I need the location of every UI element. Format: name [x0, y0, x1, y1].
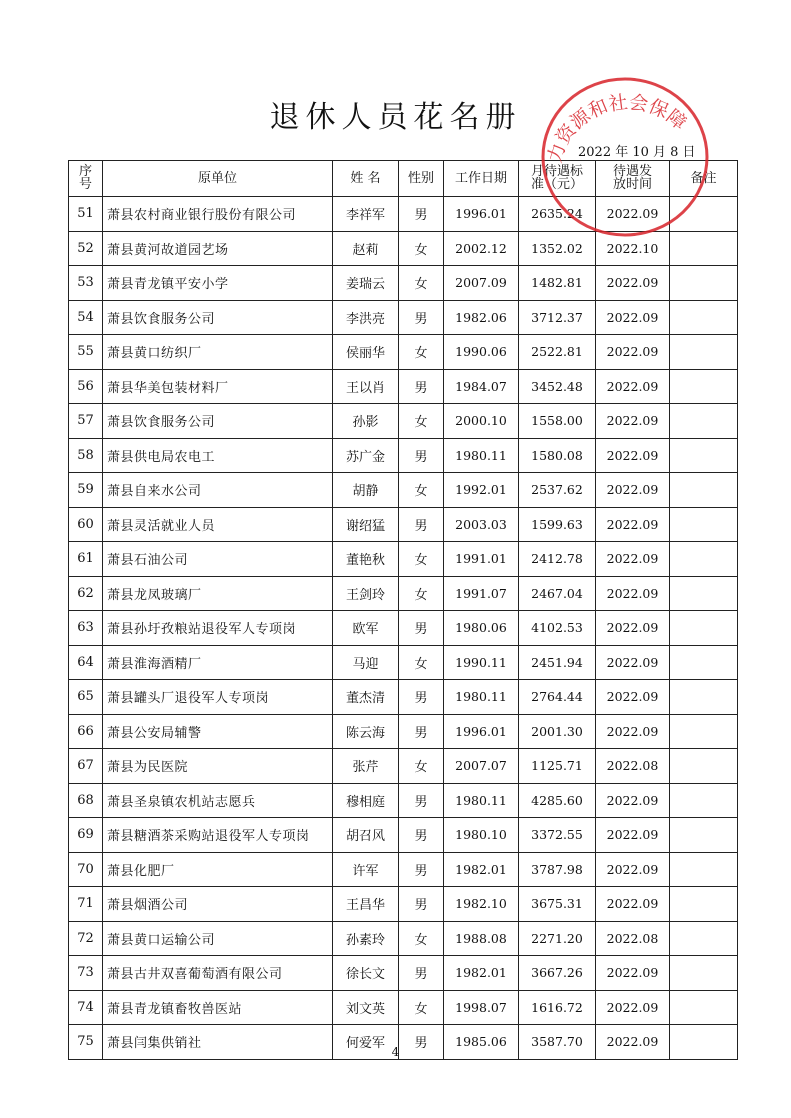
cell-name: 王剑玲 — [333, 576, 399, 611]
table-row — [69, 887, 738, 922]
cell-note — [670, 921, 738, 956]
cell-pay-time: 2022.09 — [596, 300, 670, 335]
cell-sex: 男 — [399, 1025, 444, 1060]
table-row — [69, 438, 738, 473]
cell-unit: 萧县圣泉镇农机站志愿兵 — [103, 783, 333, 818]
cell-name: 王昌华 — [333, 887, 399, 922]
cell-name: 何爱军 — [333, 1025, 399, 1060]
cell-seq: 65 — [69, 680, 103, 715]
table-row — [69, 507, 738, 542]
cell-seq: 54 — [69, 300, 103, 335]
cell-monthly: 4102.53 — [519, 611, 596, 646]
cell-note — [670, 645, 738, 680]
cell-seq: 71 — [69, 887, 103, 922]
cell-work-date: 2007.07 — [444, 749, 519, 784]
cell-monthly: 2451.94 — [519, 645, 596, 680]
cell-seq: 67 — [69, 749, 103, 784]
cell-note — [670, 404, 738, 439]
cell-sex: 男 — [399, 438, 444, 473]
cell-note — [670, 438, 738, 473]
cell-name: 李洪亮 — [333, 300, 399, 335]
cell-seq: 51 — [69, 197, 103, 232]
table-row — [69, 645, 738, 680]
cell-unit: 萧县农村商业银行股份有限公司 — [103, 197, 333, 232]
cell-name: 张芹 — [333, 749, 399, 784]
cell-note — [670, 990, 738, 1025]
table-row — [69, 956, 738, 991]
cell-work-date: 1980.11 — [444, 783, 519, 818]
table-row — [69, 542, 738, 577]
cell-note — [670, 335, 738, 370]
cell-pay-time: 2022.09 — [596, 266, 670, 301]
cell-note — [670, 783, 738, 818]
cell-note — [670, 576, 738, 611]
cell-sex: 女 — [399, 473, 444, 508]
cell-sex: 女 — [399, 404, 444, 439]
table-row — [69, 852, 738, 887]
header-note: 备注 — [670, 161, 738, 197]
cell-monthly: 2412.78 — [519, 542, 596, 577]
cell-sex: 男 — [399, 852, 444, 887]
cell-monthly: 1599.63 — [519, 507, 596, 542]
cell-name: 马迎 — [333, 645, 399, 680]
cell-monthly: 3452.48 — [519, 369, 596, 404]
cell-monthly: 4285.60 — [519, 783, 596, 818]
cell-pay-time: 2022.08 — [596, 921, 670, 956]
cell-sex: 女 — [399, 542, 444, 577]
cell-pay-time: 2022.09 — [596, 542, 670, 577]
cell-unit: 萧县饮食服务公司 — [103, 300, 333, 335]
cell-seq: 70 — [69, 852, 103, 887]
cell-pay-time: 2022.09 — [596, 645, 670, 680]
cell-unit: 萧县供电局农电工 — [103, 438, 333, 473]
cell-pay-time: 2022.09 — [596, 507, 670, 542]
cell-seq: 63 — [69, 611, 103, 646]
cell-name: 穆相庭 — [333, 783, 399, 818]
cell-name: 董艳秋 — [333, 542, 399, 577]
cell-note — [670, 749, 738, 784]
cell-seq: 58 — [69, 438, 103, 473]
table-row — [69, 300, 738, 335]
document-title: 退休人员花名册 — [269, 100, 522, 135]
cell-pay-time: 2022.09 — [596, 818, 670, 853]
cell-work-date: 1982.01 — [444, 852, 519, 887]
cell-seq: 60 — [69, 507, 103, 542]
cell-monthly: 2764.44 — [519, 680, 596, 715]
table-row — [69, 473, 738, 508]
table-row — [69, 404, 738, 439]
table-header-row — [69, 161, 738, 197]
cell-note — [670, 542, 738, 577]
cell-pay-time: 2022.09 — [596, 1025, 670, 1060]
document-date: 2022 年 10 月 8 日 — [578, 145, 696, 160]
cell-pay-time: 2022.09 — [596, 887, 670, 922]
cell-pay-time: 2022.09 — [596, 714, 670, 749]
cell-note — [670, 197, 738, 232]
header-monthly: 月待遇标 准（元） — [519, 161, 596, 197]
cell-monthly: 1352.02 — [519, 231, 596, 266]
table-row — [69, 611, 738, 646]
cell-name: 陈云海 — [333, 714, 399, 749]
table-row — [69, 714, 738, 749]
cell-pay-time: 2022.09 — [596, 369, 670, 404]
cell-seq: 64 — [69, 645, 103, 680]
cell-pay-time: 2022.09 — [596, 197, 670, 232]
cell-unit: 萧县烟酒公司 — [103, 887, 333, 922]
cell-note — [670, 680, 738, 715]
cell-monthly: 1616.72 — [519, 990, 596, 1025]
page-number: 4 — [391, 1045, 400, 1059]
cell-monthly: 2467.04 — [519, 576, 596, 611]
cell-name: 谢绍猛 — [333, 507, 399, 542]
header-unit: 原单位 — [103, 161, 333, 197]
cell-sex: 女 — [399, 576, 444, 611]
cell-work-date: 1990.11 — [444, 645, 519, 680]
table-row — [69, 680, 738, 715]
cell-seq: 55 — [69, 335, 103, 370]
cell-work-date: 1998.07 — [444, 990, 519, 1025]
cell-unit: 萧县孙圩孜粮站退役军人专项岗 — [103, 611, 333, 646]
cell-name: 董杰清 — [333, 680, 399, 715]
cell-unit: 萧县黄河故道园艺场 — [103, 231, 333, 266]
header-pay-time: 待遇发 放时间 — [596, 161, 670, 197]
cell-note — [670, 369, 738, 404]
cell-sex: 男 — [399, 818, 444, 853]
cell-name: 徐长文 — [333, 956, 399, 991]
cell-pay-time: 2022.09 — [596, 783, 670, 818]
cell-pay-time: 2022.09 — [596, 990, 670, 1025]
cell-note — [670, 714, 738, 749]
cell-monthly: 3587.70 — [519, 1025, 596, 1060]
retiree-roster-table — [68, 160, 738, 1060]
cell-sex: 男 — [399, 783, 444, 818]
cell-monthly: 2635.24 — [519, 197, 596, 232]
table-row — [69, 197, 738, 232]
cell-sex: 男 — [399, 197, 444, 232]
cell-note — [670, 231, 738, 266]
cell-work-date: 1991.07 — [444, 576, 519, 611]
cell-monthly: 3787.98 — [519, 852, 596, 887]
header-seq: 序 号 — [69, 161, 103, 197]
cell-note — [670, 507, 738, 542]
cell-work-date: 2003.03 — [444, 507, 519, 542]
cell-sex: 男 — [399, 369, 444, 404]
seal-text: 力资源和社会保障 — [543, 91, 691, 166]
cell-unit: 萧县闫集供销社 — [103, 1025, 333, 1060]
cell-pay-time: 2022.09 — [596, 956, 670, 991]
cell-unit: 萧县为民医院 — [103, 749, 333, 784]
cell-unit: 萧县龙凤玻璃厂 — [103, 576, 333, 611]
cell-unit: 萧县黄口运输公司 — [103, 921, 333, 956]
cell-work-date: 1982.10 — [444, 887, 519, 922]
cell-work-date: 1980.06 — [444, 611, 519, 646]
cell-monthly: 3675.31 — [519, 887, 596, 922]
cell-seq: 68 — [69, 783, 103, 818]
cell-name: 赵莉 — [333, 231, 399, 266]
cell-sex: 男 — [399, 956, 444, 991]
cell-note — [670, 266, 738, 301]
cell-work-date: 1991.01 — [444, 542, 519, 577]
cell-pay-time: 2022.09 — [596, 473, 670, 508]
table-row — [69, 749, 738, 784]
cell-unit: 萧县华美包装材料厂 — [103, 369, 333, 404]
cell-work-date: 1984.07 — [444, 369, 519, 404]
cell-name: 侯丽华 — [333, 335, 399, 370]
cell-work-date: 1982.06 — [444, 300, 519, 335]
cell-sex: 男 — [399, 714, 444, 749]
cell-work-date: 1996.01 — [444, 197, 519, 232]
cell-work-date: 1985.06 — [444, 1025, 519, 1060]
cell-monthly: 1482.81 — [519, 266, 596, 301]
cell-unit: 萧县黄口纺织厂 — [103, 335, 333, 370]
cell-pay-time: 2022.09 — [596, 852, 670, 887]
cell-name: 刘文英 — [333, 990, 399, 1025]
cell-seq: 75 — [69, 1025, 103, 1060]
cell-monthly: 2522.81 — [519, 335, 596, 370]
cell-seq: 72 — [69, 921, 103, 956]
cell-unit: 萧县古井双喜葡萄酒有限公司 — [103, 956, 333, 991]
cell-unit: 萧县自来水公司 — [103, 473, 333, 508]
cell-pay-time: 2022.09 — [596, 680, 670, 715]
cell-seq: 59 — [69, 473, 103, 508]
cell-pay-time: 2022.09 — [596, 576, 670, 611]
cell-name: 孙素玲 — [333, 921, 399, 956]
cell-note — [670, 887, 738, 922]
cell-seq: 74 — [69, 990, 103, 1025]
cell-unit: 萧县淮海酒精厂 — [103, 645, 333, 680]
cell-sex: 女 — [399, 645, 444, 680]
table-row — [69, 990, 738, 1025]
table-row — [69, 369, 738, 404]
cell-note — [670, 611, 738, 646]
cell-seq: 62 — [69, 576, 103, 611]
cell-sex: 女 — [399, 335, 444, 370]
cell-unit: 萧县石油公司 — [103, 542, 333, 577]
table-row — [69, 335, 738, 370]
cell-monthly: 2271.20 — [519, 921, 596, 956]
cell-note — [670, 300, 738, 335]
cell-note — [670, 818, 738, 853]
cell-work-date: 2007.09 — [444, 266, 519, 301]
cell-pay-time: 2022.09 — [596, 335, 670, 370]
cell-sex: 女 — [399, 921, 444, 956]
cell-seq: 56 — [69, 369, 103, 404]
cell-sex: 男 — [399, 680, 444, 715]
cell-unit: 萧县化肥厂 — [103, 852, 333, 887]
cell-work-date: 1980.10 — [444, 818, 519, 853]
cell-name: 孙影 — [333, 404, 399, 439]
table-row — [69, 921, 738, 956]
cell-unit: 萧县公安局辅警 — [103, 714, 333, 749]
cell-name: 胡召风 — [333, 818, 399, 853]
cell-unit: 萧县饮食服务公司 — [103, 404, 333, 439]
cell-unit: 萧县罐头厂退役军人专项岗 — [103, 680, 333, 715]
cell-work-date: 1988.08 — [444, 921, 519, 956]
cell-unit: 萧县青龙镇平安小学 — [103, 266, 333, 301]
cell-pay-time: 2022.09 — [596, 438, 670, 473]
cell-work-date: 1992.01 — [444, 473, 519, 508]
cell-work-date: 1980.11 — [444, 438, 519, 473]
cell-seq: 73 — [69, 956, 103, 991]
cell-seq: 53 — [69, 266, 103, 301]
cell-sex: 女 — [399, 990, 444, 1025]
cell-monthly: 3712.37 — [519, 300, 596, 335]
cell-seq: 57 — [69, 404, 103, 439]
cell-work-date: 1990.06 — [444, 335, 519, 370]
cell-seq: 61 — [69, 542, 103, 577]
cell-pay-time: 2022.09 — [596, 611, 670, 646]
cell-monthly: 1580.08 — [519, 438, 596, 473]
cell-work-date: 1982.01 — [444, 956, 519, 991]
cell-unit: 萧县青龙镇畜牧兽医站 — [103, 990, 333, 1025]
cell-sex: 女 — [399, 231, 444, 266]
cell-sex: 女 — [399, 266, 444, 301]
cell-sex: 男 — [399, 507, 444, 542]
cell-monthly: 2537.62 — [519, 473, 596, 508]
table-row — [69, 783, 738, 818]
cell-name: 姜瑞云 — [333, 266, 399, 301]
cell-name: 许军 — [333, 852, 399, 887]
cell-sex: 男 — [399, 611, 444, 646]
header-sex: 性别 — [399, 161, 444, 197]
table-row — [69, 266, 738, 301]
cell-seq: 66 — [69, 714, 103, 749]
cell-monthly: 1125.71 — [519, 749, 596, 784]
cell-note — [670, 852, 738, 887]
header-name: 姓 名 — [333, 161, 399, 197]
cell-sex: 男 — [399, 300, 444, 335]
cell-unit: 萧县灵活就业人员 — [103, 507, 333, 542]
cell-name: 王以肖 — [333, 369, 399, 404]
cell-seq: 69 — [69, 818, 103, 853]
header-work-date: 工作日期 — [444, 161, 519, 197]
cell-work-date: 1996.01 — [444, 714, 519, 749]
cell-monthly: 3667.26 — [519, 956, 596, 991]
cell-monthly: 2001.30 — [519, 714, 596, 749]
cell-work-date: 1980.11 — [444, 680, 519, 715]
cell-unit: 萧县糖酒茶采购站退役军人专项岗 — [103, 818, 333, 853]
cell-name: 欧军 — [333, 611, 399, 646]
cell-pay-time: 2022.09 — [596, 404, 670, 439]
cell-note — [670, 956, 738, 991]
cell-pay-time: 2022.10 — [596, 231, 670, 266]
cell-sex: 男 — [399, 887, 444, 922]
cell-name: 李祥军 — [333, 197, 399, 232]
cell-monthly: 3372.55 — [519, 818, 596, 853]
cell-pay-time: 2022.08 — [596, 749, 670, 784]
cell-work-date: 2000.10 — [444, 404, 519, 439]
cell-name: 苏广金 — [333, 438, 399, 473]
cell-name: 胡静 — [333, 473, 399, 508]
cell-note — [670, 473, 738, 508]
cell-work-date: 2002.12 — [444, 231, 519, 266]
cell-monthly: 1558.00 — [519, 404, 596, 439]
cell-sex: 女 — [399, 749, 444, 784]
table-row — [69, 576, 738, 611]
table-row — [69, 231, 738, 266]
table-row — [69, 818, 738, 853]
cell-seq: 52 — [69, 231, 103, 266]
